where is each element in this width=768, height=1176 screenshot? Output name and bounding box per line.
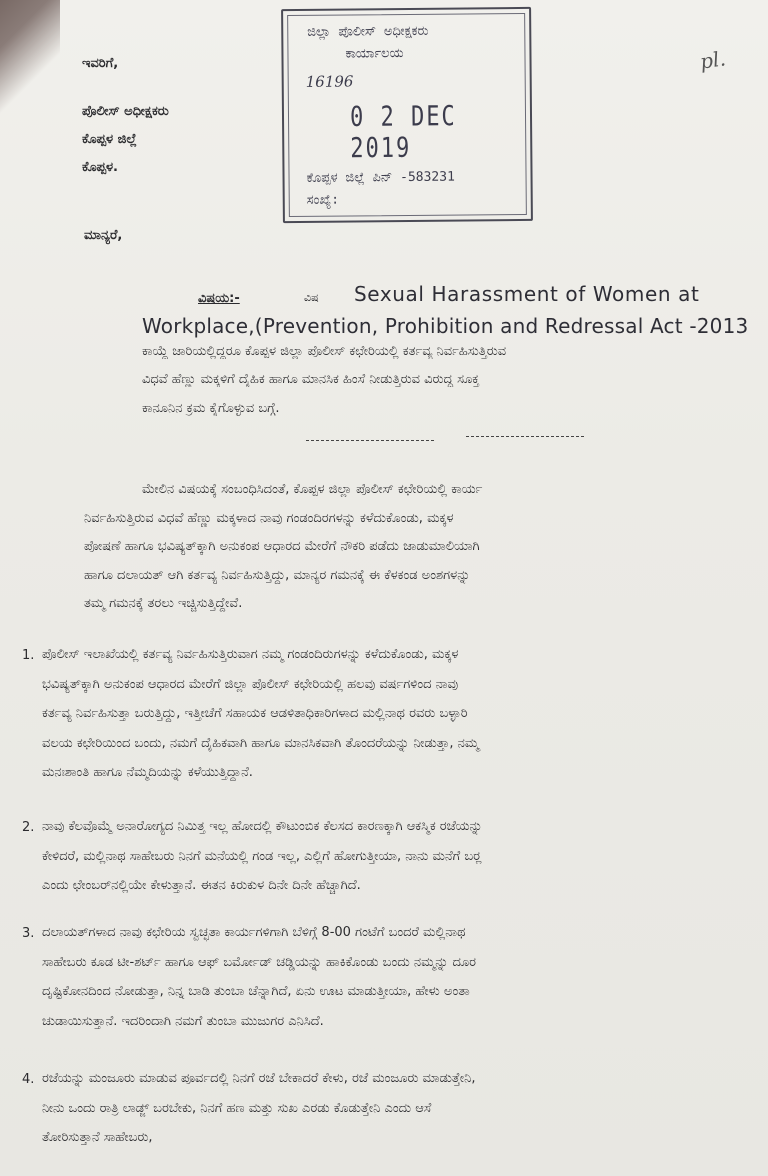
addressee-line: ಕೊಪ್ಪಳ ಜಿಲ್ಲೆ	[82, 132, 137, 147]
intro-line: ಪೋಷಣೆ ಹಾಗೂ ಭವಿಷ್ಯತ್‌ಕ್ಕಾಗಿ ಅನುಕಂಪ ಆಧಾರದ ಮೇರೆಗೆ ನೌಕರಿ ಪಡೆದು ಜಾಡುಮಾಲಿಯಾಗಿ	[84, 539, 480, 554]
point-line: ದಲಾಯತ್‌ಗಳಾದ ನಾವು ಕಛೇರಿಯ ಸ್ವಚ್ಛತಾ ಕಾರ್ಯಗಳಿಗಾಗಿ ಬೆಳಿಗ್ಗೆ 8-00 ಗಂಟೆಗೆ ಬಂದರೆ ಮಲ್ಲಿನಾಥ	[42, 925, 466, 940]
point-number: 4.	[22, 1072, 35, 1087]
intro-paragraph	[84, 476, 740, 619]
point-line: ಮನಃಶಾಂತಿ ಹಾಗೂ ನೆಮ್ಮದಿಯನ್ನು ಕಳೆಯುತ್ತಿದ್ದಾನೆ.	[42, 765, 253, 780]
point-line: ಕರ್ತವ್ಯ ನಿರ್ವಹಿಸುತ್ತಾ ಬರುತ್ತಿದ್ದು, ಇತ್ತೀಚೆಗೆ ಸಹಾಯಕ ಆಡಳಿತಾಧಿಕಾರಿಗಳಾದ ಮಲ್ಲಿನಾಥ ರವರು ಬಳ್ಳಾರಿ	[42, 706, 468, 721]
inward-stamp	[281, 7, 533, 223]
divider-rule	[306, 440, 434, 441]
point-line: ಎಂದು ಛೇಂಬರ್‌ನಲ್ಲಿಯೇ ಕೇಳುತ್ತಾನೆ. ಈತನ ಕಿರುಕುಳ ದಿನೇ ದಿನೇ ಹೆಚ್ಚಾಗಿದೆ.	[42, 878, 361, 893]
divider-rule	[466, 436, 584, 437]
addressee-greeting: ಇವರಿಗೆ,	[82, 56, 119, 71]
point-line: ದೃಷ್ಟಿಕೋನದಿಂದ ನೋಡುತ್ತಾ, ನಿನ್ನ ಬಾಡಿ ತುಂಬಾ ಚೆನ್ನಾಗಿದೆ, ಏನು ಊಟ ಮಾಡುತ್ತೀಯಾ, ಹೇಳು ಅಂತಾ	[42, 984, 470, 999]
subject-label: ವಿಷಯ:-	[198, 291, 240, 306]
subject-mark: ವಿಷ	[304, 291, 319, 304]
subject-kannada-line: ಕಾಯ್ದೆ ಜಾರಿಯಲ್ಲಿದ್ದರೂ ಕೊಪ್ಪಳ ಜಿಲ್ಲಾ ಪೊಲೀಸ್ ಕಛೇರಿಯಲ್ಲಿ ಕರ್ತವ್ಯ ನಿರ್ವಹಿಸುತ್ತಿರುವ	[142, 344, 507, 359]
point-line: ಚುಡಾಯಿಸುತ್ತಾನೆ. ಇದರಿಂದಾಗಿ ನಮಗೆ ತುಂಬಾ ಮುಜುಗರ ಎನಿಸಿದೆ.	[42, 1013, 324, 1029]
point-number: 3.	[22, 926, 35, 941]
point-line: ಕೇಳಿದರೆ, ಮಲ್ಲಿನಾಥ ಸಾಹೇಬರು ನಿನಗೆ ಮನೆಯಲ್ಲಿ ಗಂಡ ಇಲ್ಲ, ಎಲ್ಲಿಗೆ ಹೋಗುತ್ತೀಯಾ, ನಾನು ಮನೆಗೆ ಬರ್‍ಲ	[42, 848, 482, 864]
subject-english-line2: Workplace,(Prevention, Prohibition and Redressal Act -2013	[142, 314, 749, 338]
point-line: ಭವಿಷ್ಯತ್‌ಕ್ಕಾಗಿ ಅನುಕಂಪ ಆಧಾರದ ಮೇರೆಗೆ ಜಿಲ್ಲಾ ಪೊಲೀಸ್ ಕಛೇರಿಯಲ್ಲಿ ಹಲವು ವರ್ಷಗಳಿಂದ ನಾವು	[42, 676, 459, 692]
subject-english-line1: Sexual Harassment of Women at	[354, 282, 700, 306]
point-number: 2.	[22, 820, 35, 835]
intro-line: ನಿರ್ವಹಿಸುತ್ತಿರುವ ವಿಧವೆ ಹೆಣ್ಣು ಮಕ್ಕಳಾದ ನಾವು ಗಂಡಂದಿರಗಳನ್ನು ಕಳೆದುಕೊಂಡು, ಮಕ್ಕಳ	[84, 510, 454, 526]
stamp-date: 0 2 DEC 2019	[349, 101, 457, 165]
intro-line: ಮೇಲಿನ ವಿಷಯಕ್ಕೆ ಸಂಬಂಧಿಸಿದಂತೆ, ಕೊಪ್ಪಳ ಜಿಲ್ಲಾ ಪೊಲೀಸ್ ಕಛೇರಿಯಲ್ಲಿ ಕಾರ್ಯ	[142, 482, 483, 497]
addressee-line: ಪೊಲೀಸ್ ಅಧೀಕ್ಷಕರು	[82, 104, 169, 119]
point-line: ಪೊಲೀಸ್ ಇಲಾಖೆಯಲ್ಲಿ ಕರ್ತವ್ಯ ನಿರ್ವಹಿಸುತ್ತಿರುವಾಗ ನಮ್ಮ ಗಂಡಂದಿರುಗಳನ್ನು ಕಳೆದುಕೊಂಡು, ಮಕ್ಕಳ	[42, 647, 459, 662]
intro-line: ಹಾಗೂ ದಲಾಯತ್ ಆಗಿ ಕರ್ತವ್ಯ ನಿರ್ವಹಿಸುತ್ತಿದ್ದು, ಮಾನ್ಯರ ಗಮನಕ್ಕೆ ಈ ಕೆಳಕಂಡ ಅಂಶಗಳನ್ನು	[84, 567, 471, 583]
stamp-office-line2: ಕಾರ್ಯಾಲಯ	[345, 46, 404, 62]
addressee-line: ಕೊಪ್ಪಳ.	[82, 160, 118, 175]
subject-kannada-line: ವಿಧವೆ ಹೆಣ್ಣು ಮಕ್ಕಳಿಗೆ ದೈಹಿಕ ಹಾಗೂ ಮಾನಸಿಕ ಹಿಂಸೆ ನೀಡುತ್ತಿರುವ ವಿರುದ್ಧ ಸೂಕ್ತ	[142, 372, 480, 387]
point-line: ತೋರಿಸುತ್ತಾನೆ ಸಾಹೇಬರು,	[42, 1130, 153, 1145]
salutation: ಮಾನ್ಯರೆ,	[84, 228, 123, 243]
stamp-ref-label: ಸಂಖ್ಯೆ:	[306, 192, 340, 208]
point-number: 1.	[22, 648, 35, 663]
point-line: ಸಾಹೇಬರು ಕೂಡ ಟೀ-ಶರ್ಟ್ ಹಾಗೂ ಆಫ್ ಬರ್ಮೋಡ್ ಚಡ್ಡಿಯನ್ನು ಹಾಕಿಕೊಂಡು ಬಂದು ನಮ್ಮನ್ನು ದೂರ	[42, 954, 477, 970]
stamp-place: ಕೊಪ್ಪಳ ಜಿಲ್ಲೆ ಪಿನ್ -583231	[306, 169, 455, 186]
handwritten-note: pl.	[698, 46, 728, 74]
stamp-inward-number: 16196	[305, 72, 354, 91]
point-line: ನಾವು ಕೆಲವೊಮ್ಮೆ ಅನಾರೋಗ್ಯದ ನಿಮಿತ್ತ ಇಲ್ಲ ಹೋದಲ್ಲಿ ಕೌಟುಂಬಿಕ ಕೆಲಸದ ಕಾರಣಕ್ಕಾಗಿ ಆಕಸ್ಮಿಕ ರಜೆಯನ್ನು	[42, 819, 483, 834]
intro-line: ತಮ್ಮ ಗಮನಕ್ಕೆ ತರಲು ಇಚ್ಚಿಸುತ್ತಿದ್ದೇವೆ.	[84, 596, 243, 611]
page-fold-shadow	[0, 0, 60, 120]
subject-kannada-line: ಕಾನೂನಿನ ಕ್ರಮ ಕೈಗೊಳ್ಳುವ ಬಗ್ಗೆ.	[142, 401, 280, 416]
stamp-office-line1: ಜಿಲ್ಲಾ ಪೊಲೀಸ್ ಅಧೀಕ್ಷಕರು	[307, 23, 429, 40]
point-line: ವಲಯ ಕಛೇರಿಯಿಂದ ಬಂದು, ನಮಗೆ ದೈಹಿಕವಾಗಿ ಹಾಗೂ ಮಾನಸಿಕವಾಗಿ ತೊಂದರೆಯನ್ನು ನೀಡುತ್ತಾ, ನಮ್ಮ	[42, 735, 480, 751]
point-line: ನೀನು ಒಂದು ರಾತ್ರಿ ಲಾಡ್ಜ್ ಬರಬೇಕು, ನಿನಗೆ ಹಣ ಮತ್ತು ಸುಖ ಎರಡು ಕೊಡುತ್ತೇನಿ ಎಂದು ಆಸೆ	[42, 1100, 432, 1116]
point-line: ರಜೆಯನ್ನು ಮಂಜೂರು ಮಾಡುವ ಪೂರ್ವದಲ್ಲಿ ನಿನಗೆ ರಜೆ ಬೇಕಾದರೆ ಕೇಳು, ರಜೆ ಮಂಜೂರು ಮಾಡುತ್ತೇನಿ,	[42, 1071, 476, 1086]
